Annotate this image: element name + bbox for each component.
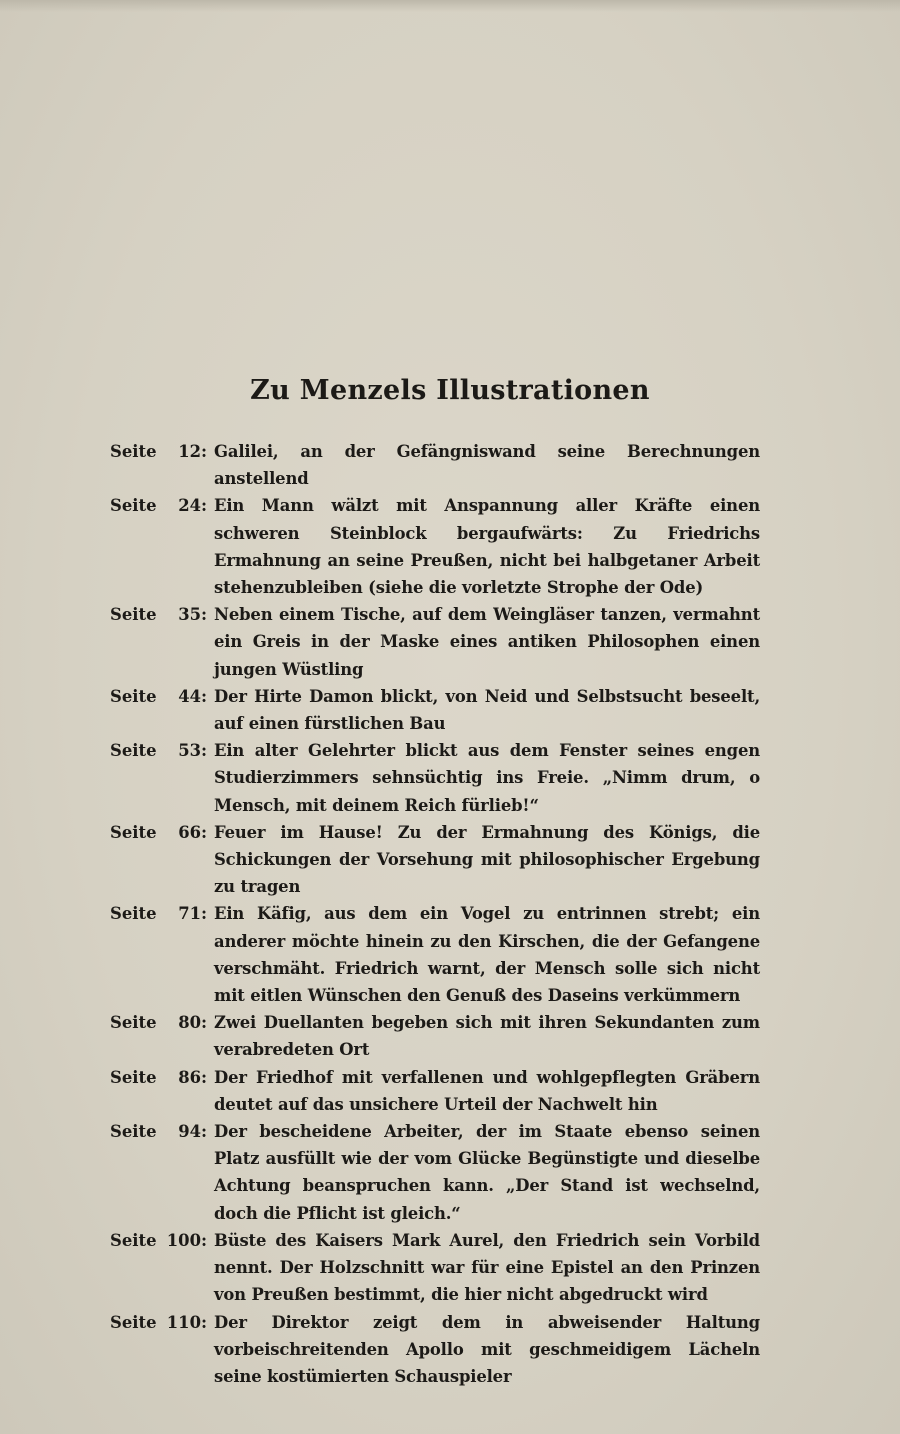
entry-page-number: 12 xyxy=(178,442,201,461)
entry-colon: : xyxy=(201,1230,208,1250)
entry-page-number: 35 xyxy=(178,605,201,625)
entry-page-number: 44 xyxy=(178,686,201,706)
entry-label: Seite xyxy=(110,1067,157,1087)
list-item xyxy=(110,492,760,601)
entry-description: Der Hirte Damon blickt, von Neid und Selbstsucht beseelt, auf einen fürstlichen Bau xyxy=(214,686,760,734)
entry-label: Seite xyxy=(110,496,157,516)
entry-label: Seite xyxy=(110,822,157,842)
list-item xyxy=(110,819,760,901)
entry-page-number: 66 xyxy=(178,822,201,842)
illustration-list xyxy=(110,438,760,1390)
entry-colon: : xyxy=(201,442,208,461)
list-item xyxy=(110,1064,760,1118)
entry-label: Seite xyxy=(110,904,157,924)
list-item xyxy=(110,737,760,819)
entry-colon: : xyxy=(201,904,208,924)
entry-colon: : xyxy=(201,605,208,625)
entry-page-number: 94 xyxy=(178,1122,201,1142)
entry-page-number: 24 xyxy=(178,496,201,516)
entry-colon: : xyxy=(201,1013,208,1033)
entry-description: Der Direktor zeigt dem in abweisender Haltung vorbeischreitenden Apollo mit geschmeidigem Lächeln seine kostümierten Schauspieler xyxy=(214,1312,760,1386)
list-item xyxy=(110,438,760,492)
entry-description: Ein Mann wälzt mit Anspannung aller Kräfte einen schweren Steinblock bergaufwärts: Zu Friedrichs Ermahnung an seine Preußen, nicht bei halbgetaner Arbeit stehenzubleiben (siehe die vorletzte Strophe der Ode) xyxy=(214,496,760,598)
entry-label: Seite xyxy=(110,686,157,706)
entry-description: Feuer im Hause! Zu der Ermahnung des Königs, die Schickungen der Vorsehung mit philosophischer Ergebung zu tragen xyxy=(214,822,760,897)
list-item xyxy=(110,683,760,737)
entry-description: Ein alter Gelehrter blickt aus dem Fenster seines engen Studierzimmers sehnsüchtig ins Freie. „Nimm drum, o Mensch, mit deinem Reich fürlieb!“ xyxy=(214,741,760,815)
entry-page-number: 100 xyxy=(166,1230,201,1250)
entry-colon: : xyxy=(201,496,208,516)
page-edge-shadow xyxy=(0,0,900,12)
entry-colon: : xyxy=(201,1067,208,1087)
entry-colon: : xyxy=(201,686,208,706)
list-item xyxy=(110,1118,760,1227)
entry-description: Der Friedhof mit verfallenen und wohlgepflegten Gräbern deutet auf das unsichere Urteil der Nachwelt hin xyxy=(214,1067,760,1114)
entry-page-number: 110 xyxy=(166,1312,201,1332)
entry-colon: : xyxy=(201,1122,208,1142)
entry-colon: : xyxy=(201,741,208,761)
entry-label: Seite xyxy=(110,741,157,761)
entry-description: Neben einem Tische, auf dem Weingläser tanzen, vermahnt ein Greis in der Maske eines antiken Philosophen einen jungen Wüstling xyxy=(214,605,760,679)
list-item xyxy=(110,601,760,683)
entry-description: Büste des Kaisers Mark Aurel, den Friedrich sein Vorbild nennt. Der Holzschnitt war für eine Epistel an den Prinzen von Preußen bestimmt, die hier nicht abgedruckt wird xyxy=(214,1230,760,1305)
list-item xyxy=(110,900,760,1009)
entry-page-number: 71 xyxy=(178,904,201,924)
entry-colon: : xyxy=(201,822,208,842)
entry-label: Seite xyxy=(110,1230,157,1250)
entry-label: Seite xyxy=(110,1312,157,1332)
page-title: Zu Menzels Illustrationen xyxy=(250,375,650,406)
entry-description: Galilei, an der Gefängniswand seine Berechnungen anstellend xyxy=(214,442,760,489)
entry-label: Seite xyxy=(110,1122,157,1142)
entry-description: Der bescheidene Arbeiter, der im Staate ebenso seinen Platz ausfüllt wie der vom Glücke Begünstigte und dieselbe Achtung beanspruchen kann. „Der Stand ist wechselnd, doch die Pflicht ist gleich.“ xyxy=(214,1122,760,1223)
entry-colon: : xyxy=(201,1312,208,1332)
list-item xyxy=(110,1009,760,1063)
entry-description: Ein Käfig, aus dem ein Vogel zu entrinnen strebt; ein anderer möchte hinein zu den Kirschen, die der Gefangene verschmäht. Friedrich warnt, der Mensch solle sich nicht mit eitlen Wünschen den Genuß des Daseins verkümmern xyxy=(214,904,760,1006)
entry-page-number: 80 xyxy=(178,1013,201,1033)
entry-label: Seite xyxy=(110,442,157,461)
entry-page-number: 86 xyxy=(178,1067,201,1087)
entry-label: Seite xyxy=(110,1013,157,1033)
entry-description: Zwei Duellanten begeben sich mit ihren Sekundanten zum verabredeten Ort xyxy=(214,1013,760,1060)
entry-page-number: 53 xyxy=(178,741,201,761)
entry-label: Seite xyxy=(110,605,157,625)
list-item xyxy=(110,1227,760,1309)
list-item xyxy=(110,1309,760,1391)
